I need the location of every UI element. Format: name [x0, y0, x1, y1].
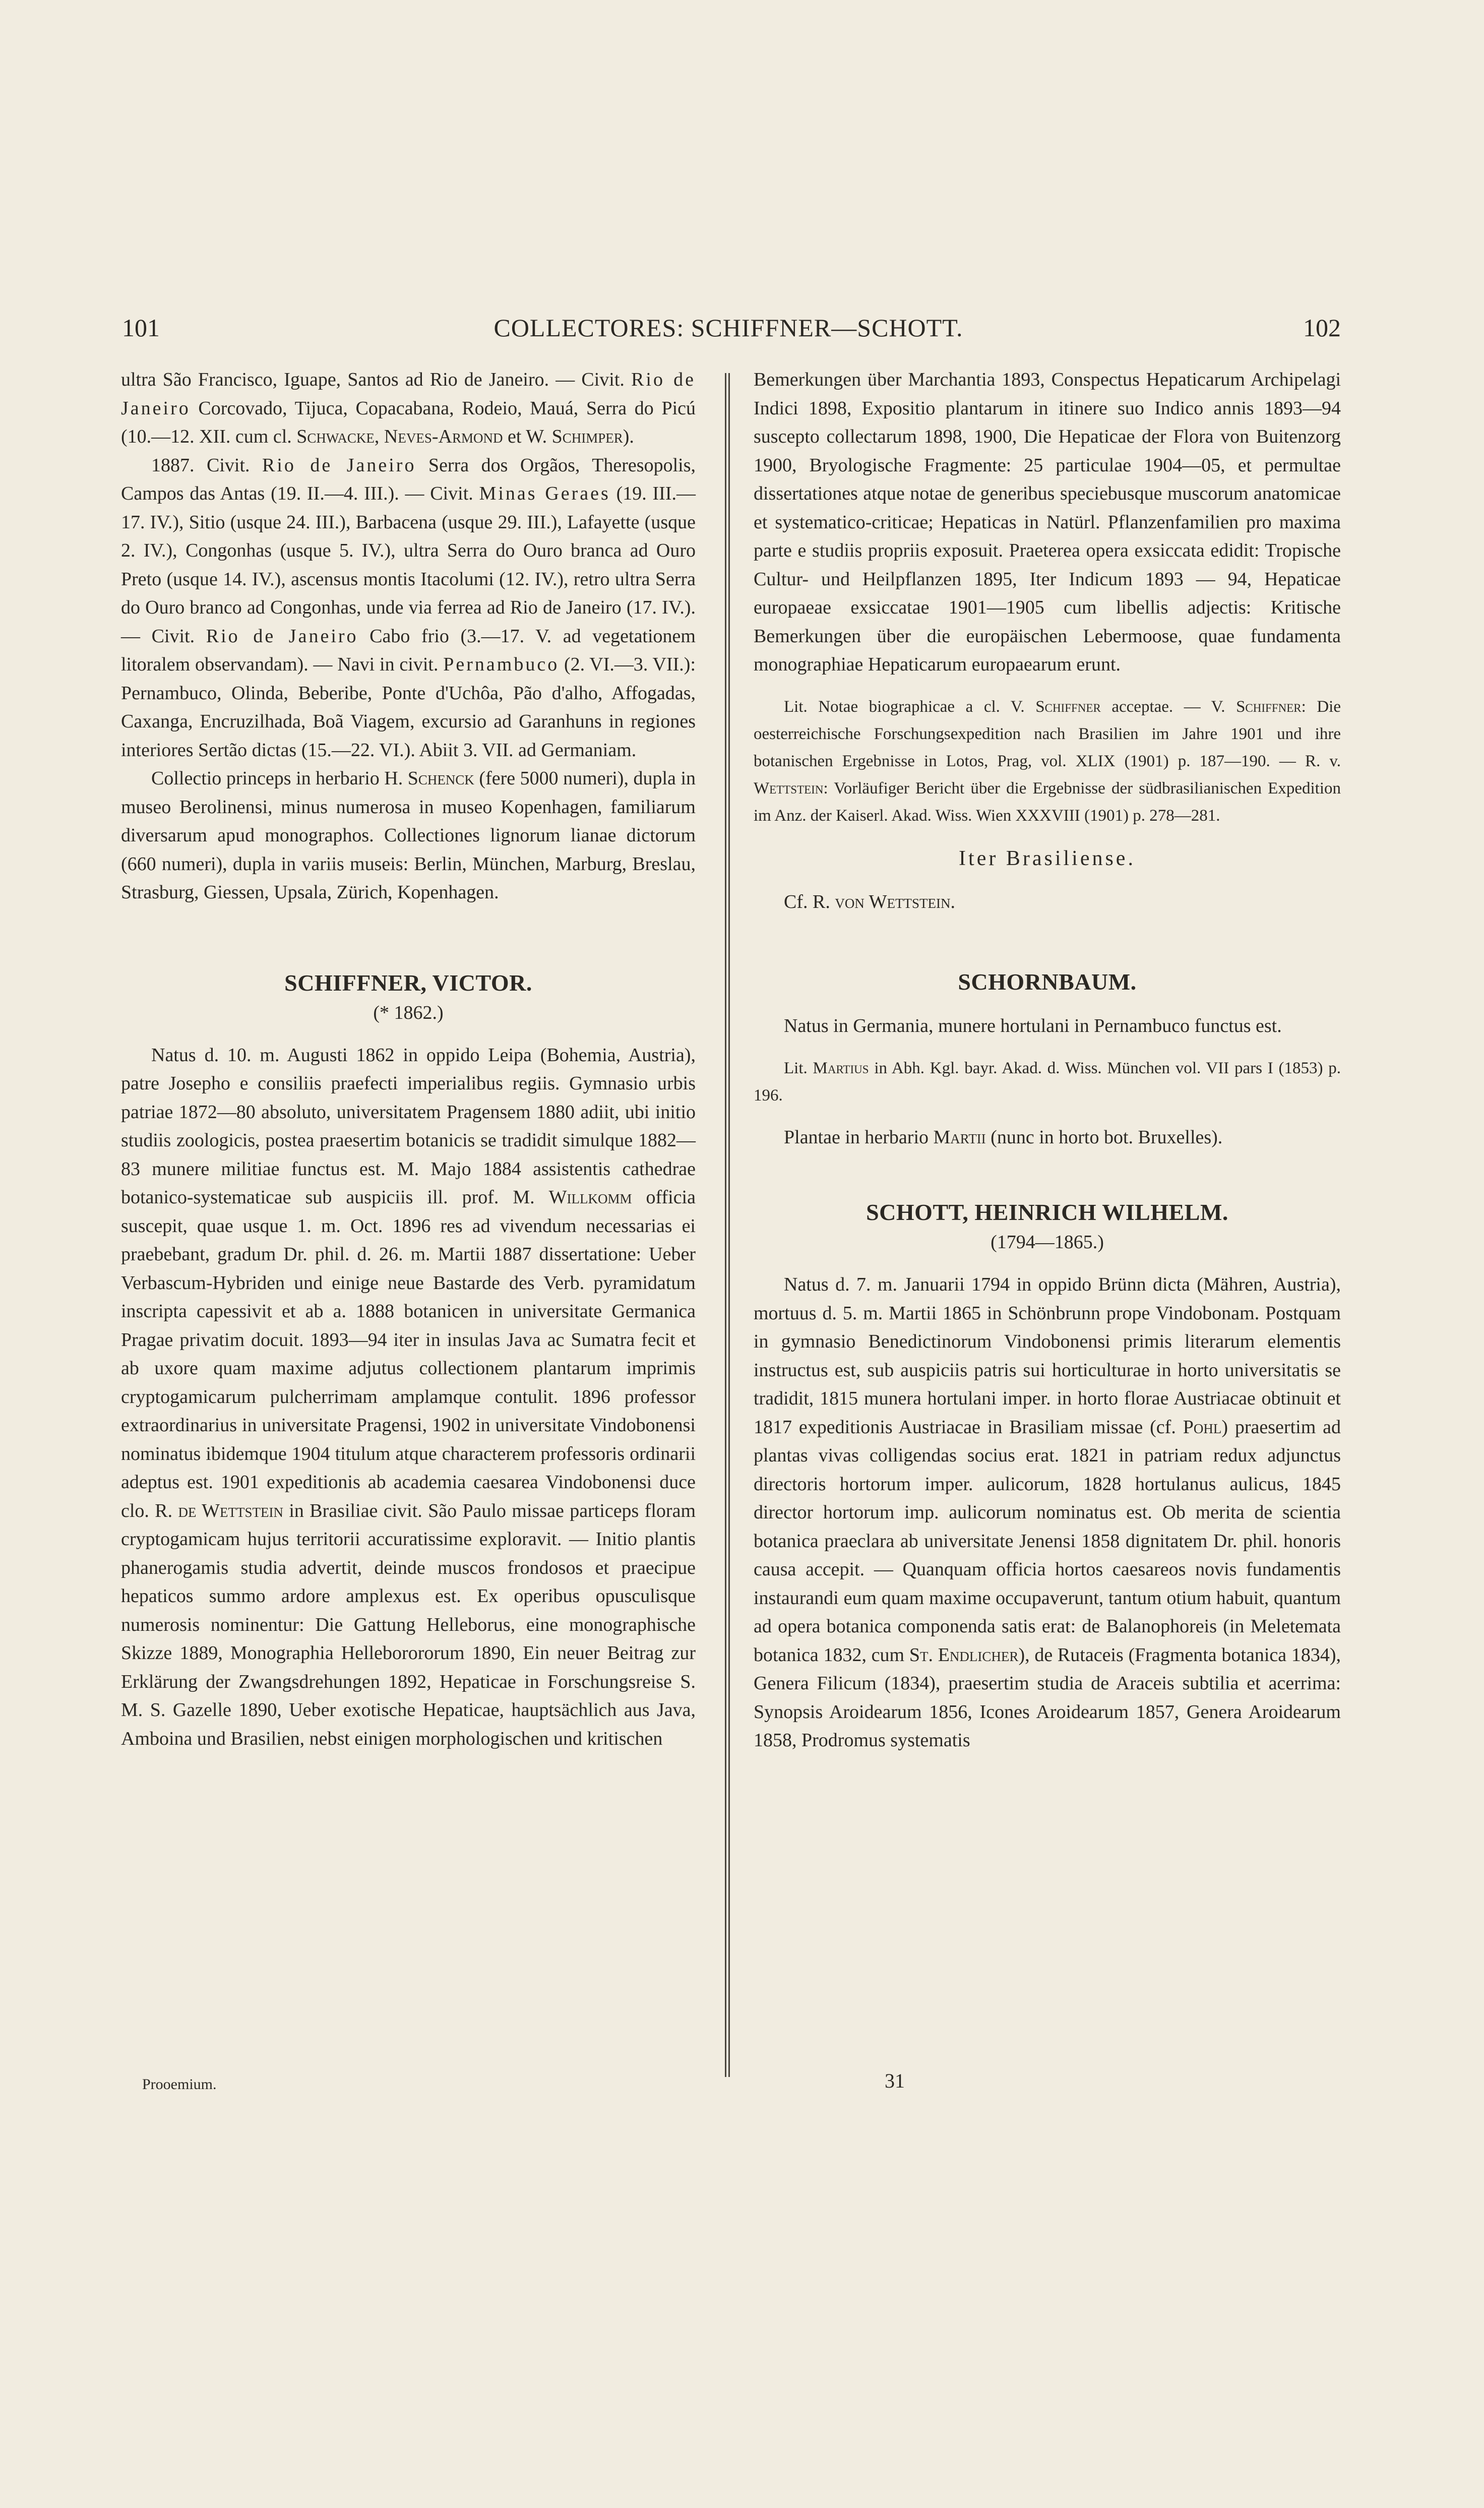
footer-section-label: Prooemium.	[142, 2076, 217, 2093]
section-heading-schiffner: SCHIFFNER, VICTOR.	[284, 969, 532, 996]
paragraph: Collectio princeps in herbario H. Schenck (fere 5000 numeri), dupla in museo Berolinensi, minus numerosa in museo Kopenhagen, familiarum diversarum apud monographos. Collectiones lignorum lianae dictorum (660 numeri), dupla in variis museis: Berlin, München, Marburg, Breslau, Strasburg, Giessen, Upsala, Zürich, Kopenhagen.	[121, 768, 696, 903]
page-number-left: 101	[122, 314, 160, 342]
paragraph: Bemerkungen über Marchantia 1893, Conspectus Hepaticarum Archipelagi Indici 1898, Expositio plantarum in itinere suo Indico annis 1893—94 suscepto collectarum 1898, 1900, Die Hepaticae der Flora von Buitenzorg 1900, Bryologische Fragmente: 25 particulae 1904—05, et permultae dissertationes atque notae de generibus speciebusque muscorum anatomicae et systematico-criticae; Hepaticas in Natürl. Pflanzenfamilien pro maxima parte e studiis propriis exposuit. Praeterea opera exsiccata edidit: Tropische Cultur- und Heilpflanzen 1895, Iter Indicum 1893 — 94, Hepaticae europaeae exsiccatae 1901—1905 cum libellis adjectis: Kritische Bemerkungen über die europäischen Lebermoose, quae fundamenta monographiae Hepaticarum europaearum erunt.	[754, 369, 1341, 675]
column-divider	[725, 373, 730, 2077]
paragraph: Plantae in herbario Martii (nunc in horto bot. Bruxelles).	[784, 1126, 1223, 1148]
left-column	[121, 365, 696, 1753]
literature-note: Lit. Martius in Abh. Kgl. bayr. Akad. d. Wiss. München vol. VII pars I (1853) p. 196.	[754, 1059, 1341, 1105]
page-number-right: 102	[1303, 314, 1341, 342]
signature-mark: 31	[885, 2069, 905, 2092]
cross-reference: Cf. R. von Wettstein.	[784, 891, 956, 912]
paragraph: Natus d. 7. m. Januarii 1794 in oppido Brünn dicta (Mähren, Austria), mortuus d. 5. m. Martii 1865 in Schönbrunn prope Vindobonam. Postquam in gymnasio Benedictinorum Vindobonensi primis literarum elementis instructus est, sub auspiciis patris sui horticulturae in horto universitatis se tradidit, 1815 munera hortulani imper. in horto florae Austriacae obtinuit et 1817 expeditionis Austriacae in Brasiliam missae (cf. Pohl) praesertim ad plantas vivas colligendas socius erat. 1821 in patriam redux adjunctus directoris hortorum imper. aulicorum, 1828 hortulanus aulicus, 1845 director hortorum imp. aulicorum nominatus est. Ob merita de scientia botanica praeclara ab universitate Jenensi 1858 dignitatem Dr. phil. honoris causa accepit. — Quanquam officia hortos caesareos novis fundamentis instaurandi eum quam maxime occupaverunt, tantum otium habuit, quantum ad opera botanica componenda satis erat: de Balanophoreis (in Meletemata botanica 1832, cum St. Endlicher), de Rutaceis (Fragmenta botanica 1834), Genera Filicum (1834), praesertim studia de Araceis subtilia et acerrima: Synopsis Aroidearum 1856, Icones Aroidearum 1857, Genera Aroidearum 1858, Prodromus systematis	[754, 1274, 1341, 1751]
section-dates: (1794—1865.)	[991, 1232, 1104, 1253]
iter-title: Iter Brasiliense.	[959, 846, 1136, 870]
section-heading-schott: SCHOTT, HEINRICH WILHELM.	[866, 1199, 1228, 1225]
literature-note: Lit. Notae biographicae a cl. V. Schiffner acceptae. — V. Schiffner: Die oesterreichische Forschungsexpedition nach Brasilien im Jahre 1901 und ihre botanischen Ergebnisse in Lotos, Prag, vol. XLIX (1901) p. 187—190. — R. v. Wettstein: Vorläufiger Bericht über die Ergebnisse der südbrasilianischen Expedition im Anz. der Kaiserl. Akad. Wiss. Wien XXXVIII (1901) p. 278—281.	[754, 697, 1341, 825]
running-header	[116, 310, 1341, 355]
paragraph: ultra São Francisco, Iguape, Santos ad Rio de Janeiro. — Civit. Rio de Janeiro Corcovado, Tijuca, Copacabana, Rodeio, Mauá, Serra do Picú (10.—12. XII. cum cl. Schwacke, Neves-Armond et W. Schimper).	[121, 369, 696, 447]
paragraph: 1887. Civit. Rio de Janeiro Serra dos Orgãos, Theresopolis, Campos das Antas (19. II.—4. III.). — Civit. Minas Geraes (19. III.—17. IV.), Sitio (usque 24. III.), Barbacena (usque 29. III.), Lafayette (usque 2. IV.), Congonhas (usque 5. IV.), ultra Serra do Ouro branca ad Ouro Preto (usque 14. IV.), ascensus montis Itacolumi (12. IV.), retro ultra Serra do Ouro branco ad Congonhas, unde via ferrea ad Rio de Janeiro (17. IV.). — Civit. Rio de Janeiro Cabo frio (3.—17. V. ad vegetationem litoralem observandam). — Navi in civit. Pernambuco (2. VI.—3. VII.): Pernambuco, Olinda, Beberibe, Ponte d'Uchôa, Pão d'alho, Affogadas, Caxanga, Encruzilhada, Boã Viagem, excursio ad Garanhuns in regiones interiores Sertão dictas (15.—22. VI.). Abiit 3. VII. ad Germaniam.	[121, 454, 696, 761]
running-title: COLLECTORES: SCHIFFNER—SCHOTT.	[493, 314, 963, 342]
right-column	[754, 365, 1341, 1755]
section-heading-schornbaum: SCHORNBAUM.	[958, 969, 1137, 995]
paragraph: Natus in Germania, munere hortulani in Pernambuco functus est.	[784, 1015, 1282, 1036]
paragraph: Natus d. 10. m. Augusti 1862 in oppido Leipa (Bohemia, Austria), patre Josepho e consiliis praefecti imperialibus regiis. Gymnasio urbis patriae 1872—80 absoluto, universitatem Pragensem 1880 adiit, ubi initio studiis zoologicis, postea praesertim botanicis se tradidit simulque 1882—83 munere militiae functus est. M. Majo 1884 assistentis cathedrae botanico-systematicae sub auspiciis ill. prof. M. Willkomm officia suscepit, quae usque 1. m. Oct. 1896 res ad vivendum necessarias ei praebebant, gradum Dr. phil. d. 26. m. Martii 1887 dissertatione: Ueber Verbascum-Hybriden und einige neue Bastarde des Verb. pyramidatum inscripta capessivit et ab a. 1888 botanicen in universitate Germanica Pragae privatim docuit. 1893—94 iter in insulas Java ac Sumatra fecit et ab uxore quam maxime adjutus collectionem plantarum imprimis cryptogamicarum pulcherrimam amplamque contulit. 1896 professor extraordinarius in universitate Pragensi, 1902 in universitate Vindobonensi nominatus ibidemque 1904 titulum atque characterem professoris ordinarii adeptus est. 1901 expeditionis ab academia caesarea Vindobonensi duce clo. R. de Wettstein in Brasiliae civit. São Paulo missae particeps floram cryptogamicam hujus territorii accuratissime exploravit. — Initio plantis phanerogamis studia advertit, deinde muscos frondosos et praecipue hepaticos summo ardore amplexus est. Ex operibus opusculisque numerosis nominentur: Die Gattung Helleborus, eine monographische Skizze 1889, Monographia Helleborororum 1890, Ein neuer Beitrag zur Erklärung der Zwangsdrehungen 1892, Hepaticae in Forschungsreise S. M. S. Gazelle 1890, Ueber exotische Hepaticae, hauptsächlich aus Java, Amboina und Brasilien, nebst einigen morphologischen und kritischen	[121, 1044, 696, 1749]
section-dates: (* 1862.)	[373, 1002, 444, 1023]
